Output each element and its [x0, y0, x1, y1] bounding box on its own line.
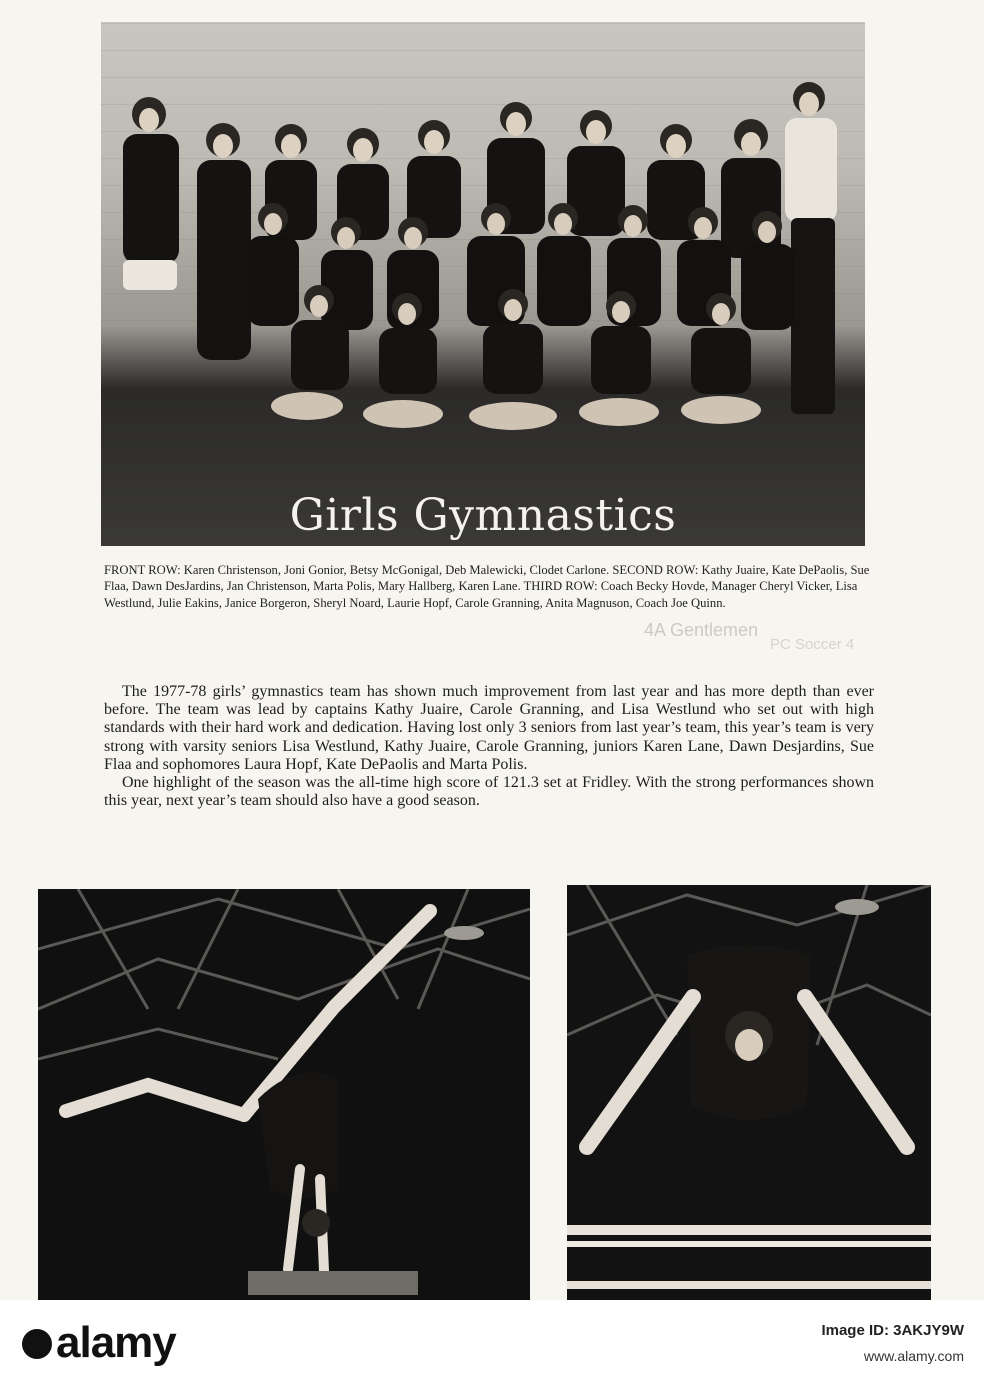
alamy-logo: [22, 1318, 176, 1368]
article-paragraph: The 1977-78 girls’ gymnastics team has shown much improvement from last year and has more depth than ever before. The team was lead by captains Kathy Juaire, Carole Granning, and Lisa Westlund who set out with high standards with their hard work and dedication. Having lost only 3 seniors from last year’s team, this year’s team is very strong with varsity seniors Lisa Westlund, Kathy Juaire, Carole Granning, juniors Karen Lane, Dawn Desjardins, Sue Flaa and sophomores Laura Hopf, Kate DePaolis and Marta Polis.: [104, 683, 874, 773]
footer-url[interactable]: www.alamy.com: [863, 1348, 964, 1364]
watermark-text-secondary: PC Soccer 4: [770, 636, 855, 653]
team-figures-illustration: [101, 22, 865, 546]
balance-beam-illustration: [38, 889, 530, 1300]
logo-mark-icon: [22, 1329, 52, 1359]
coach-shirt: [785, 118, 837, 222]
article-body: [104, 683, 874, 810]
balance-beam-photo: [38, 889, 530, 1300]
uneven-bars-illustration: [567, 885, 931, 1300]
logo-text: alamy: [56, 1318, 176, 1367]
stock-footer: [0, 1300, 984, 1390]
article-paragraph: One highlight of the season was the all-time high score of 121.3 set at Fridley. With the strong performances shown this year, next year’s team should also have a good season.: [104, 774, 874, 810]
team-roster-caption: FRONT ROW: Karen Christenson, Joni Gonior, Betsy McGonigal, Deb Malewicki, Clodet Carlone. SECOND ROW: Kathy Juaire, Kate DePaolis, Sue Flaa, Dawn DesJardins, Jan Christenson, Marta Polis, Mary Hallberg, Karen Lane. THIRD ROW: Coach Becky Hovde, Manager Cheryl Vicker, Lisa Westlund, Julie Eakins, Janice Borgeron, Sheryl Noard, Laurie Hopf, Carole Granning, Anita Magnuson, Coach Joe Quinn.: [104, 563, 870, 610]
image-id: Image ID: 3AKJY9W: [821, 1322, 964, 1339]
team-photo: [101, 22, 865, 546]
uneven-bars-photo: [567, 885, 931, 1300]
photo-title: Girls Gymnastics: [289, 490, 677, 541]
watermark-text: 4A Gentlemen: [644, 620, 759, 640]
